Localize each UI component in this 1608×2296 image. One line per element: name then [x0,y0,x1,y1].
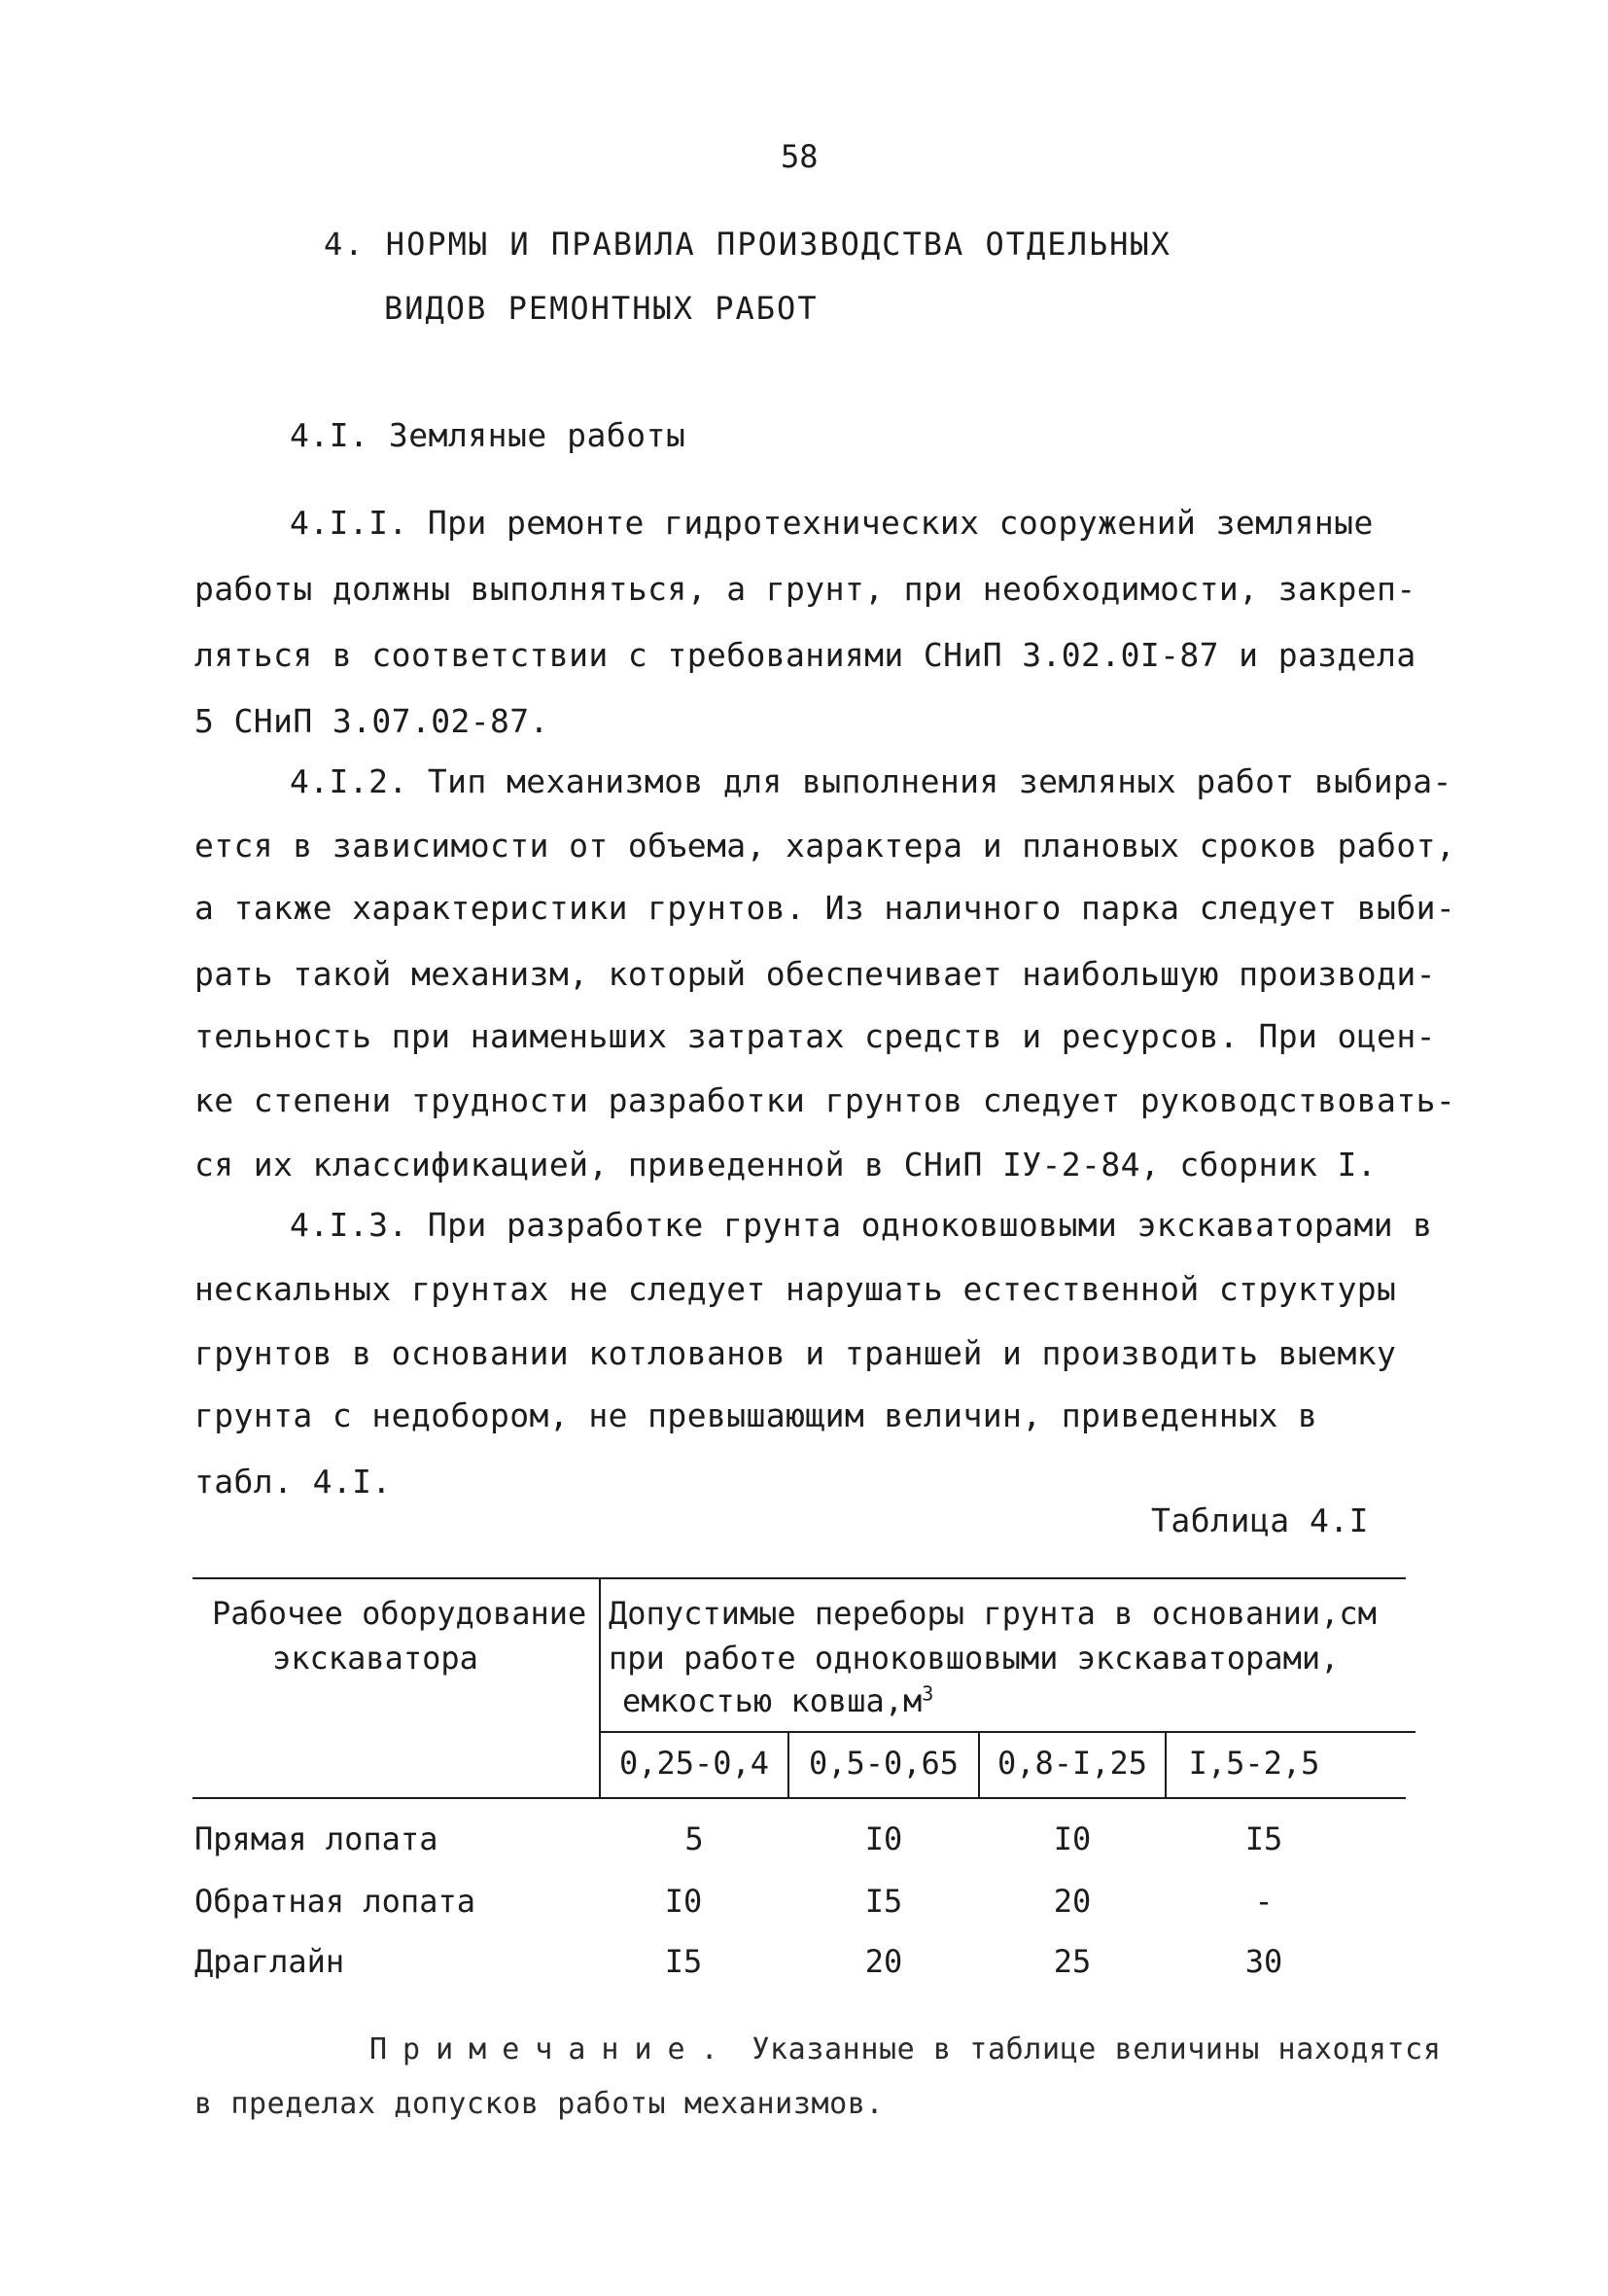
capacity-col-1: 0,25-0,4 [618,1745,770,1782]
capacity-col-3: 0,8-I,25 [996,1745,1148,1782]
paragraph-line: тельность при наименьших затратах средств и ресурсов. При оцен- [194,1017,1436,1055]
header-overdig-line-2: при работе одноковшовыми экскаваторами, [609,1640,1340,1677]
paragraph-line: ся их классификацией, приведенной в СНиП IУ-2-84, сборник I. [194,1146,1378,1183]
capacity-col-4: I,5-2,5 [1188,1745,1320,1782]
paragraph-line: ется в зависимости от объема, характера и плановых сроков работ, [194,827,1456,865]
paragraph-line: 4.I.2. Тип механизмов для выполнения земляных работ выбира- [290,762,1452,800]
table-row-label: Прямая лопата [194,1820,438,1857]
table-cell: 20 [864,1943,903,1980]
table-cell: 5 [684,1820,704,1857]
table-row-label: Обратная лопата [194,1883,475,1920]
table-subheader-rule [599,1731,1416,1733]
paragraph-line: 4.I.I. При ремонте гидротехнических сооружений земляные [290,504,1374,542]
paragraph-line: табл. 4.I. [194,1463,392,1501]
table-cell: 20 [1053,1883,1092,1920]
paragraph-line: 4.I.3. При разработке грунта одноковшовыми экскаваторами в [290,1206,1433,1244]
table-top-rule [192,1577,1406,1579]
note-line-1 [369,2032,1442,2066]
paragraph-line: работы должны выполняться, а грунт, при необходимости, закреп- [194,570,1416,608]
paragraph-line: а также характеристики грунтов. Из наличного парка следует выби- [194,889,1456,927]
paragraph-line: грунта с недобором, не превышающим величин, приведенных в [194,1396,1318,1434]
section-title: 4.I. Земляные работы [290,416,686,454]
table-row-label: Драглайн [194,1943,345,1980]
paragraph-line: грунтов в основании котлованов и траншей и производить выемку [194,1334,1397,1372]
header-overdig-line-1: Допустимые переборы грунта в основании,см [609,1595,1377,1632]
paragraph-line: 5 СНиП 3.07.02-87. [194,702,549,740]
table-cell: I5 [1244,1820,1283,1857]
paragraph-line: ке степени трудности разработки грунтов следует руководствовать- [194,1081,1456,1119]
table-cell: I5 [664,1943,703,1980]
table-cell: - [1254,1883,1274,1920]
table-cell: I0 [1053,1820,1092,1857]
table-cell: 30 [1244,1943,1283,1980]
table-cell: 25 [1053,1943,1092,1980]
chapter-heading-line-1: 4. НОРМЫ И ПРАВИЛА ПРОИЗВОДСТВА ОТДЕЛЬНЫХ [324,226,1171,263]
paragraph-line: нескальных грунтах не следует нарушать естественной структуры [194,1270,1397,1308]
note-label: Примечание. [369,2032,734,2066]
table-cell: I0 [864,1820,903,1857]
table-cell: I0 [664,1883,703,1920]
table-caption: Таблица 4.I [1151,1501,1370,1539]
capacity-col-2: 0,5-0,65 [808,1745,960,1782]
note-text-1: Указанные в таблице величины находятся [752,2032,1442,2066]
paragraph-line: ляться в соответствии с требованиями СНиП 3.02.0I-87 и раздела [194,636,1416,674]
header-equipment-line-1: Рабочее оборудование [212,1595,587,1632]
header-equipment-line-2: экскаватора [272,1640,478,1677]
paragraph-line: рать такой механизм, который обеспечивает наибольшую производи- [194,955,1436,993]
note-line-2: в пределах допусков работы механизмов. [194,2087,885,2121]
page-number: 58 [781,138,819,175]
table-cell: I5 [864,1883,903,1920]
table-header-bottom-rule [192,1797,1406,1799]
header-overdig-line-3: емкостью $ковша,м^3$ [622,1681,934,1719]
chapter-heading-line-2: ВИДОВ РЕМОНТНЫХ РАБОТ [384,290,819,327]
